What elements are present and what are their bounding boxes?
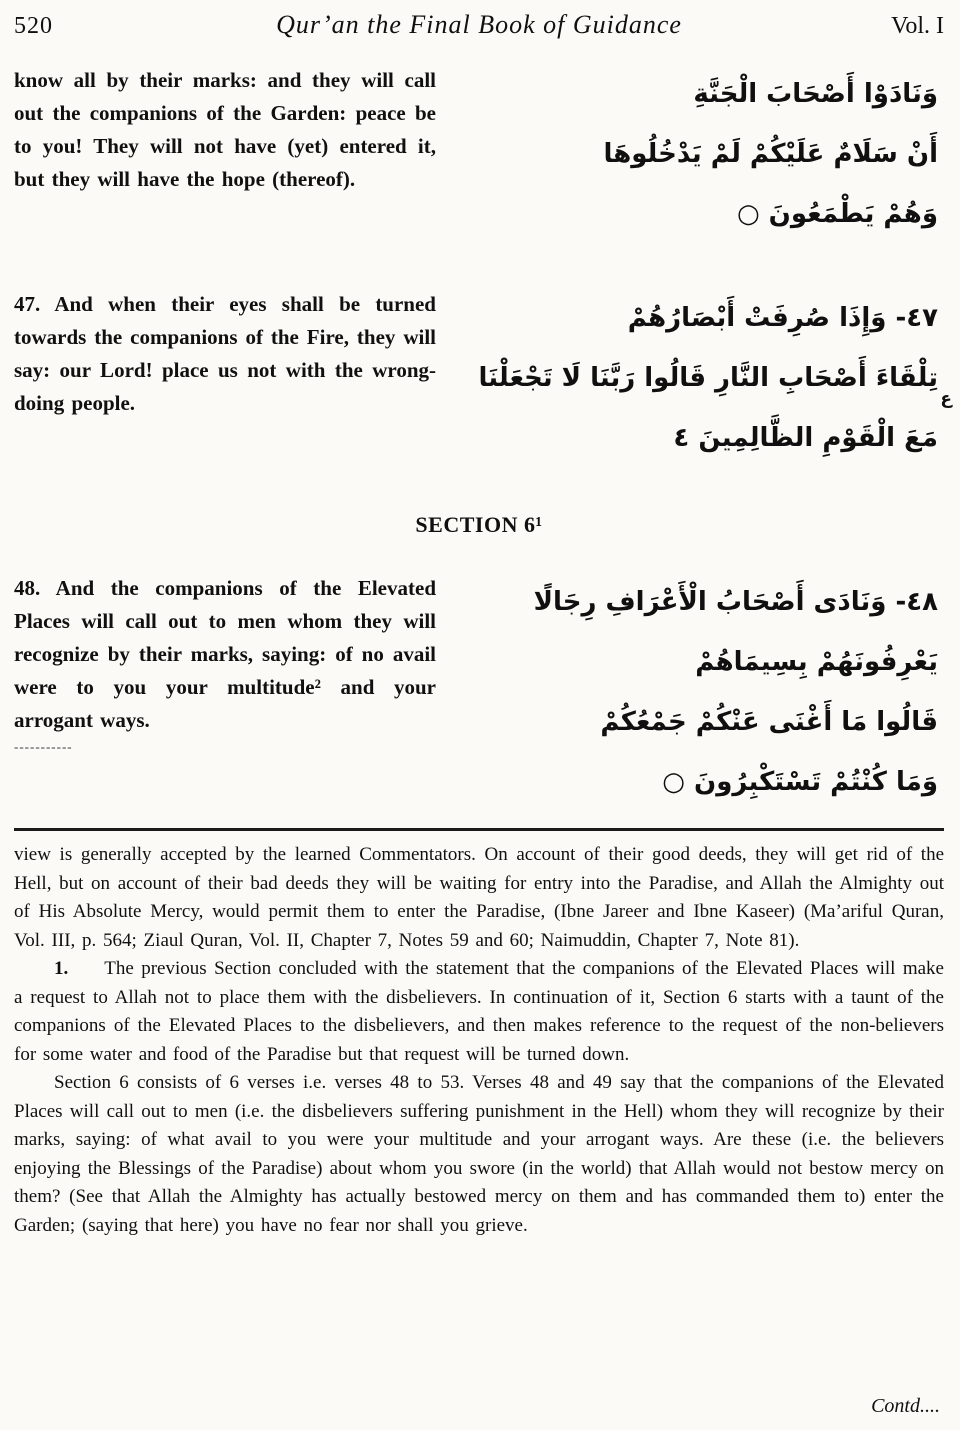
verse-46-arabic xyxy=(436,64,944,244)
footnote-1-text: The previous Section concluded with the statement that the companions of the Elevated Places will make a request to Allah not to place them with the disbelievers. In continuation of it, Section 6 starts with a taunt of the companions of the Elevated Places to the disbelievers, and then makes reference to the request of the non-believers for some water and food of the Paradise but that request will be turned down. xyxy=(14,958,944,1065)
arabic-line: ٤٧- وَإِذَا صُرِفَتْ أَبْصَارُهُمْ xyxy=(627,303,938,333)
section-heading: SECTION 6¹ xyxy=(415,512,543,537)
footnote-rule xyxy=(14,828,944,831)
arabic-line: وَنَادَوْا أَصْحَابَ الْجَنَّةِ xyxy=(693,79,938,109)
arabic-line: تِلْقَاءَ أَصْحَابِ النَّارِ قَالُوا رَبَّنَا لَا تَجْعَلْنَا xyxy=(478,363,938,393)
ruku-marker: ع xyxy=(940,389,952,409)
arabic-line: ٤٨- وَنَادَى أَصْحَابُ الْأَعْرَافِ رِجَالًا xyxy=(533,587,938,617)
verse-47-arabic xyxy=(436,288,944,468)
verse-48-english-wrap xyxy=(14,572,436,812)
page-number: 520 xyxy=(14,13,53,39)
footnote-1 xyxy=(14,955,944,1069)
verse-48-block xyxy=(14,572,944,812)
volume-label: Vol. I xyxy=(891,13,944,39)
verse-46-block xyxy=(14,64,944,244)
arabic-line: أَنْ سَلَامٌ عَلَيْكُمْ لَمْ يَدْخُلُوهَا xyxy=(603,139,938,169)
arabic-line: وَهُمْ يَطْمَعُونَ ○ xyxy=(736,199,938,229)
verse-48-english: 48. And the companions of the Elevated Places will call out to men whom they will recognize by their marks, saying: of no avail were to you your multitude² and your arrogant ways. xyxy=(14,576,436,732)
verse-48-arabic xyxy=(436,572,944,812)
contd-label: Contd.... xyxy=(871,1395,940,1417)
verse-47-block xyxy=(14,288,952,468)
footnote-1-para2: Section 6 consists of 6 verses i.e. verses 48 to 53. Verses 48 and 49 say that the companions of the Elevated Places will call out to men (i.e. the disbelievers suffering punishment in the Hell) whom they will recognize by their marks, saying: of what avail to you were your multitude and your arrogant ways. Are these (i.e. the believers enjoying the Blessings of the Paradise) about whom you swore (in the world) that Allah would not bestow mercy on them? (See that Allah the Almighty has actually bestowed mercy on them and has commanded them to) enter the Garden; (saying that here) you have no fear nor shall you grieve. xyxy=(14,1072,944,1236)
book-title: Qur’an the Final Book of Guidance xyxy=(276,10,682,39)
arabic-line: يَعْرِفُونَهُمْ بِسِيمَاهُمْ xyxy=(695,647,938,677)
page-header xyxy=(14,10,944,40)
verse-46-english: know all by their marks: and they will call out the companions of the Garden: peace be to you! They will not have (yet) entered it, but they will have the hope (thereof). xyxy=(14,68,436,191)
arabic-line: قَالُوا مَا أَغْنَى عَنْكُمْ جَمْعُكُمْ xyxy=(600,707,938,737)
footnote-divider: ----------- xyxy=(14,739,73,754)
footnote-continuation: view is generally accepted by the learned Commentators. On account of their good deeds, they will get rid of the Hell, but on account of their bad deeds they will be waiting for entry into the Paradise, and Allah the Almighty out of His Absolute Mercy, would permit them to enter the Paradise, (Ibne Jareer and Ibne Kaseer) (Ma’ariful Quran, Vol. III, p. 564; Ziaul Quran, Vol. II, Chapter 7, Notes 59 and 60; Naimuddin, Chapter 7, Note 81). xyxy=(14,844,944,951)
arabic-line: وَمَا كُنْتُمْ تَسْتَكْبِرُونَ ○ xyxy=(662,767,938,797)
footnotes-section xyxy=(14,841,944,1240)
arabic-line: مَعَ الْقَوْمِ الظَّالِمِينَ ٤ xyxy=(673,423,938,453)
verse-47-english: 47. And when their eyes shall be turned towards the companions of the Fire, they will say: our Lord! place us not with the wrong-doing people. xyxy=(14,292,436,415)
footnote-1-label: 1. xyxy=(54,958,69,979)
